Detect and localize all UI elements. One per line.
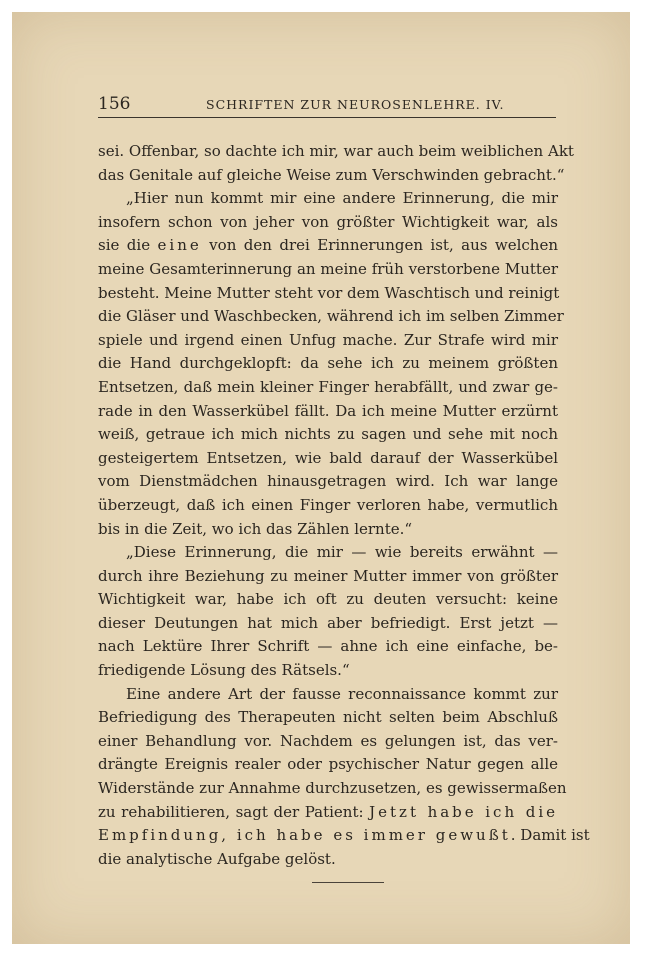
text-line: Widerstände zur Annahme durchzusetzen, es gewissermaßen [98,779,567,798]
text-line: drängte Ereignis realer oder psychischer Natur gegen alle [98,755,558,774]
text-line: friedigende Lösung des Rätsels.“ [98,661,350,680]
section-end-rule [312,882,384,883]
text-line: nach Lektüre Ihrer Schrift — ahne ich eine einfache, be- [98,637,558,656]
text-line: insofern schon von jeher von größter Wichtigkeit war, als [98,212,558,231]
text-line: weiß, getraue ich mich nichts zu sagen und sehe mit noch [98,425,558,444]
body-text [98,140,590,871]
emphasized-phrase: Empfindung, ich habe es immer gewußt [98,826,511,845]
book-page [12,12,630,944]
text-line: überzeugt, daß ich einen Finger verloren habe, vermutlich [98,495,558,514]
text-line: „Diese Erinnerung, die mir — wie bereits erwähnt — [126,543,558,562]
text-line: das Genitale auf gleiche Weise zum Verschwinden gebracht.“ [98,165,565,184]
text-line: sei. Offenbar, so dachte ich mir, war auch beim weiblichen Akt [98,142,574,160]
emphasized-phrase: Jetzt habe ich die [369,802,558,821]
text-line: gesteigertem Entsetzen, wie bald darauf der Wasserkübel [98,448,558,467]
text-line: Entsetzen, daß mein kleiner Finger herabfällt, und zwar ge- [98,377,558,396]
text-line: Empfindung, ich habe es immer gewußt. Damit ist [98,826,590,845]
text-line: die Hand durchgeklopft: da sehe ich zu meinem größten [98,354,558,373]
text-line: die analytische Aufgabe gelöst. [98,849,336,868]
text-line: zu rehabilitieren, sagt der Patient: Jetzt habe ich die [98,802,558,821]
page-number: 156 [98,94,131,114]
text-line: meine Gesamterinnerung an meine früh verstorbene Mutter [98,259,558,278]
emphasized-word: eine [157,236,202,255]
text-line: Wichtigkeit war, habe ich oft zu deuten versucht: keine [98,590,558,609]
text-line: spiele und irgend einen Unfug mache. Zur Strafe wird mir [98,330,558,349]
text-line: bis in die Zeit, wo ich das Zählen lernte.“ [98,519,413,538]
text-line: dieser Deutungen hat mich aber befriedigt. Erst jetzt — [98,613,558,632]
text-line: sie die eine von den drei Erinnerungen ist, aus welchen [98,236,558,255]
text-line: besteht. Meine Mutter steht vor dem Waschtisch und reinigt [98,283,560,302]
header-rule [98,117,556,118]
text-line: durch ihre Beziehung zu meiner Mutter immer von größter [98,566,558,585]
text-line: die Gläser und Waschbecken, während ich im selben Zimmer [98,307,564,326]
text-line: „Hier nun kommt mir eine andere Erinnerung, die mir [126,189,558,208]
text-line: Befriedigung des Therapeuten nicht selten beim Abschluß [98,708,558,727]
text-line: vom Dienstmädchen hinausgetragen wird. Ich war lange [98,472,558,491]
running-title: SCHRIFTEN ZUR NEUROSENLEHRE. IV. [206,97,505,112]
text-line: einer Behandlung vor. Nachdem es gelungen ist, das ver- [98,731,558,750]
text-line: Eine andere Art der fausse reconnaissance kommt zur [126,684,558,703]
text-line: rade in den Wasserkübel fällt. Da ich meine Mutter erzürnt [98,401,558,420]
page-header [98,92,554,116]
